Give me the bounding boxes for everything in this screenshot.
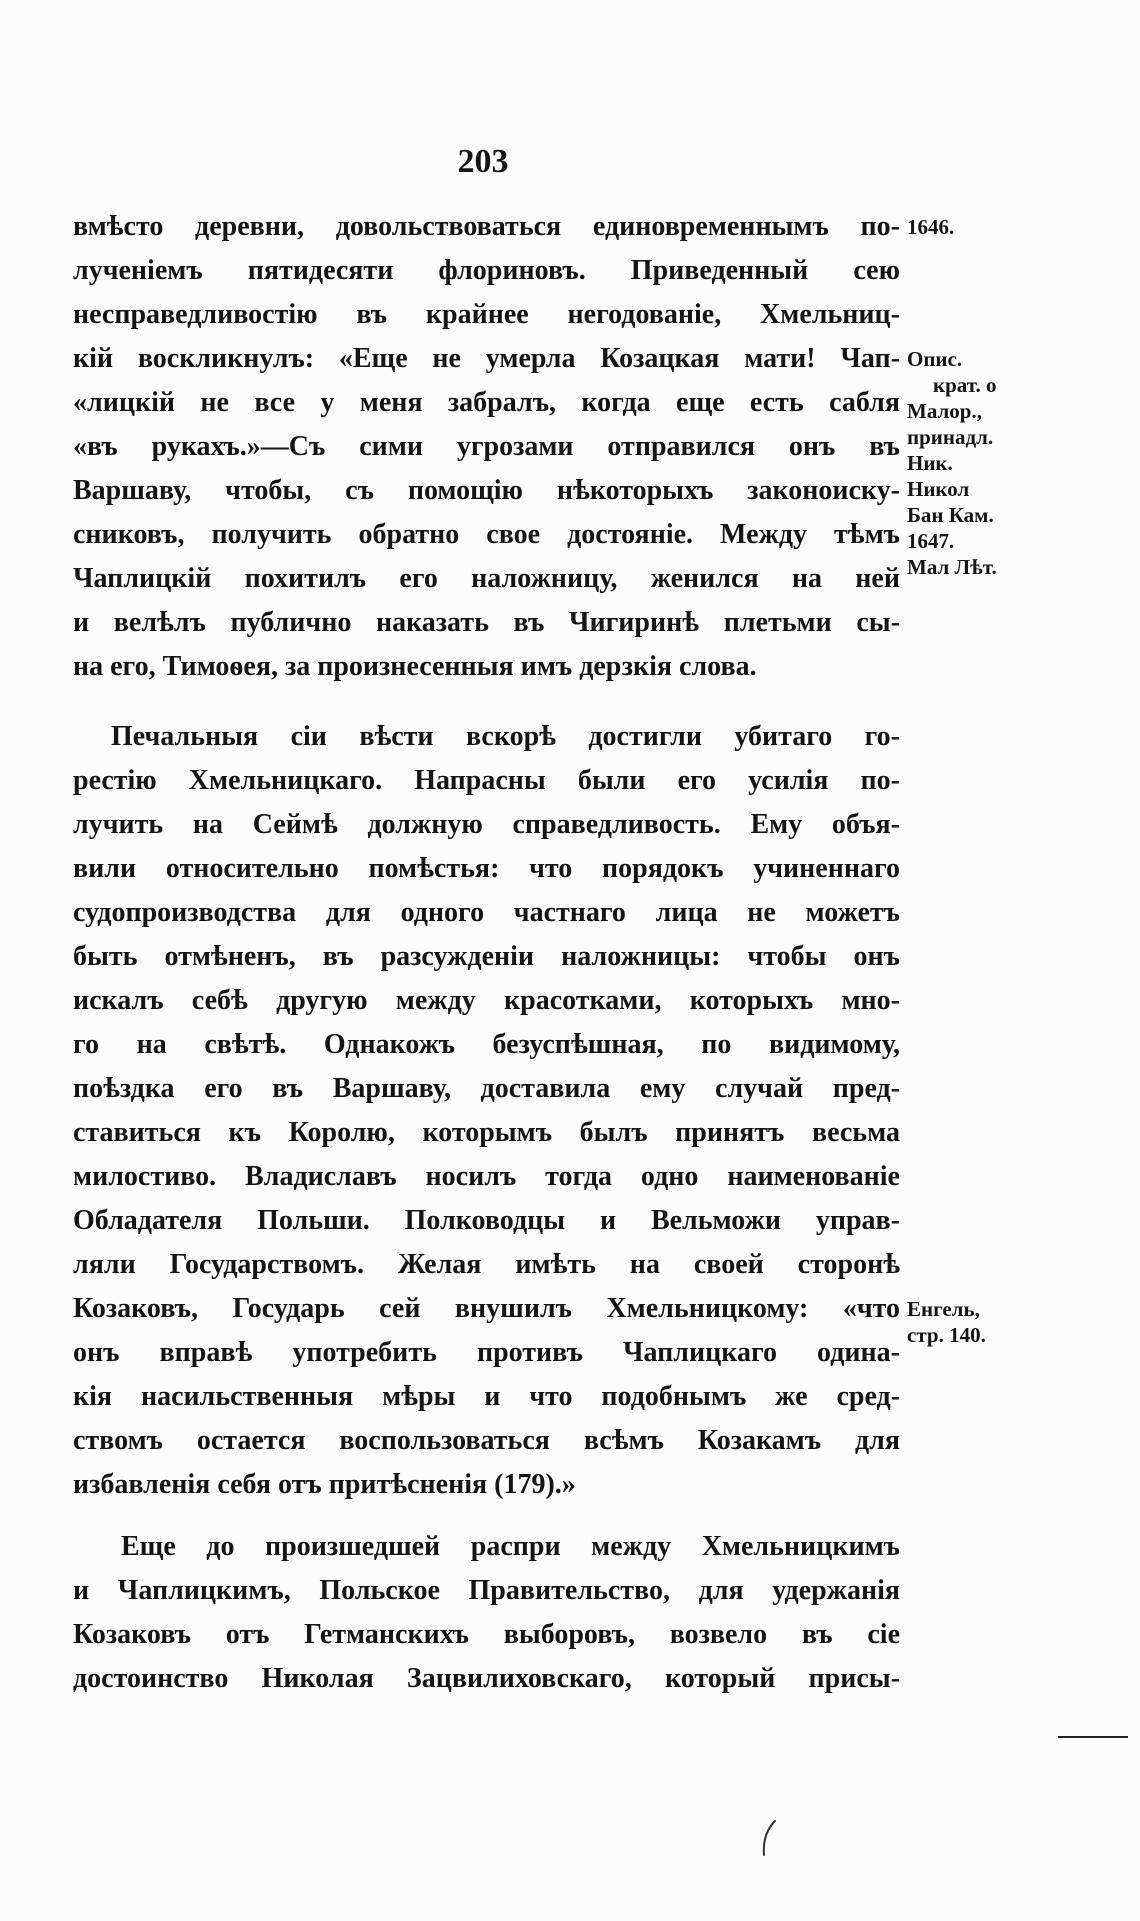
text-line: искалъ себѣ другую между красотками, которыхъ мно- [73,985,900,1016]
text-line: лучить на Сеймѣ должную справедливость. Ему объя- [73,809,900,840]
text-line: Козаковъ, Государь сей внушилъ Хмельницкому: «что [73,1293,900,1324]
margin-note-line: 1646. [907,215,955,239]
scan-artifact-line [1058,1736,1128,1738]
text-line: несправедливостію въ крайнее негодованіе, Хмельниц- [73,299,900,330]
margin-note-year [907,214,1027,240]
text-line: Чаплицкій похитилъ его наложницу, женился на ней [73,563,900,594]
text-line: Печальныя сіи вѣсти вскорѣ достигли убитаго го- [111,721,900,752]
text-line: на его, Тимоѳея, за произнесенныя имъ дерзкія слова. [73,651,757,682]
margin-note-line: Никол [907,477,970,501]
text-line: и велѣлъ публично наказать въ Чигиринѣ плетьми сы- [73,607,900,638]
text-line: достоинство Николая Зацвилиховскаго, который присы- [73,1663,900,1694]
margin-note-line: стр. 140. [907,1323,986,1347]
text-line: ляли Государствомъ. Желая имѣть на своей сторонѣ [73,1249,900,1280]
text-line: милостиво. Владиславъ носилъ тогда одно наименованіе [73,1161,900,1192]
text-line: го на свѣтѣ. Однакожъ безуспѣшная, по видимому, [73,1029,900,1060]
margin-note-line: Мал Лѣт. [907,555,997,579]
text-line: кій воскликнулъ: «Еще не умерла Козацкая мати! Чап- [73,343,900,374]
page-number: 203 [457,143,509,180]
text-line: «лицкій не все у меня забралъ, когда еще есть сабля [73,387,900,418]
paragraph [73,1525,900,1701]
text-line: ставиться къ Королю, которымъ былъ принятъ весьма [73,1117,900,1148]
text-line: онъ вправѣ употребить противъ Чаплицкаго одина- [73,1337,900,1368]
margin-note-reference [907,1296,1027,1348]
margin-note-line: 1647. [907,529,955,553]
text-line: избавленія себя отъ притѣсненія (179).» [73,1469,576,1500]
paragraph [73,205,900,689]
margin-note-line: Ник. [907,451,953,475]
scan-artifact-mark [758,1818,780,1858]
margin-note-line: Малор., [907,399,982,423]
text-line: поѣздка его въ Варшаву, доставила ему случай пред- [73,1073,900,1104]
margin-note-line: Енгель, [907,1297,980,1321]
paragraph [73,715,900,1507]
text-line: и Чаплицкимъ, Польское Правительство, для удержанія [73,1575,900,1606]
margin-note-source [907,346,1027,580]
text-line: лученіемъ пятидесяти флориновъ. Приведенный сею [73,255,900,286]
text-line: Еще до произшедшей распри между Хмельницкимъ [121,1531,900,1562]
text-line: ствомъ остается воспользоваться всѣмъ Козакамъ для [73,1425,900,1456]
text-line: рестію Хмельницкаго. Напрасны были его усилія по- [73,765,900,796]
text-line: Козаковъ отъ Гетманскихъ выборовъ, возвело въ сіе [73,1619,900,1650]
text-line: кія насильственныя мѣры и что подобнымъ же сред- [73,1381,900,1412]
text-line: вили относительно помѣстья: что порядокъ учиненнаго [73,853,900,884]
margin-note-line: Бан Кам. [907,503,994,527]
text-line: вмѣсто деревни, довольствоваться единовременнымъ по- [73,211,900,242]
margin-note-line: Опис. [907,347,963,371]
text-line: судопроизводства для одного частнаго лица не можетъ [73,897,900,928]
text-line: «въ рукахъ.»—Съ сими угрозами отправился онъ въ [73,431,900,462]
text-line: быть отмѣненъ, въ разсужденіи наложницы: чтобы онъ [73,941,900,972]
margin-note-line: принадл. [907,425,994,449]
margin-note-line: крат. о [933,373,997,397]
text-line: сниковъ, получить обратно свое достояніе. Между тѣмъ [73,519,900,550]
text-line: Обладателя Польши. Полководцы и Вельможи управ- [73,1205,900,1236]
text-line: Варшаву, чтобы, съ помощію нѣкоторыхъ законоиску- [73,475,900,506]
